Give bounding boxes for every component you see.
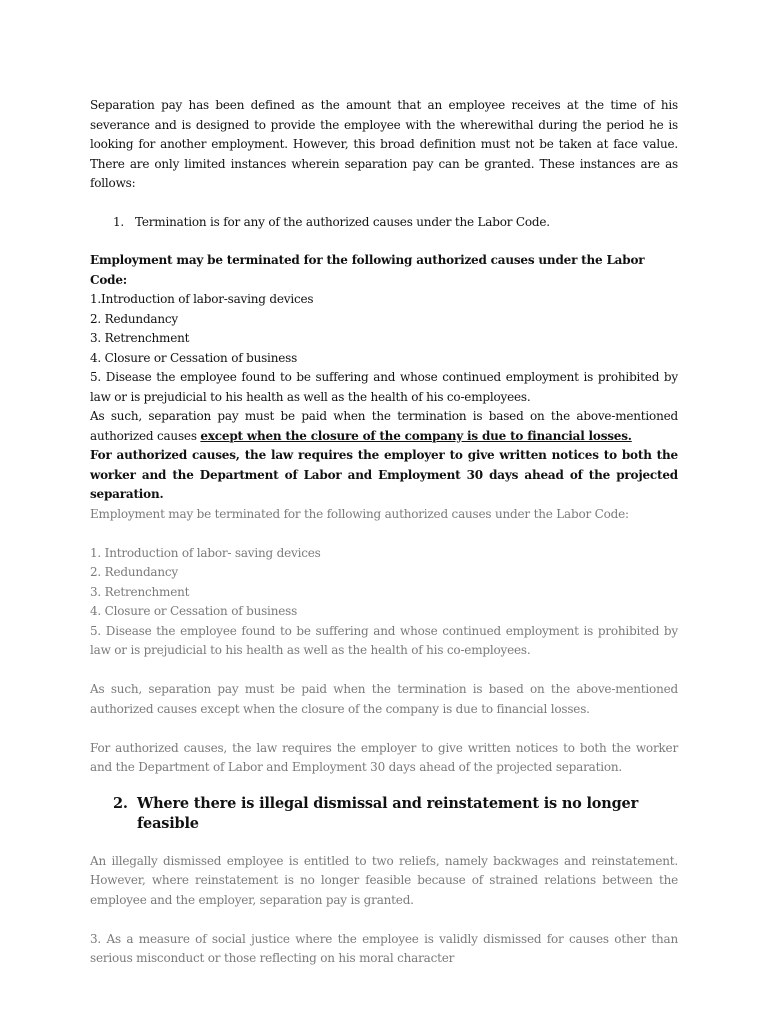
notice-paragraph: For authorized causes, the law requires the employer to give written notices to both the worker and the Department of Labor and Employment 30 days ahead of the projected separation. xyxy=(90,448,678,501)
cause-item: 5. Disease the employee found to be suffering and whose continued employment is prohibited by law or is prejudicial to his health as well as the health of his co-employees. xyxy=(90,370,678,404)
item-number: 2. xyxy=(113,794,128,812)
cause-item: 5. Disease the employee found to be suffering and whose continued employment is prohibited by law or is prejudicial to his health as well as the health of his co-employees. xyxy=(90,623,678,657)
such-prefix: As such, separation pay must be paid when the termination is based on the above-mentioned authorized causes xyxy=(90,409,678,443)
gray-causes-section xyxy=(90,505,678,778)
section-heading: Employment may be terminated for the following authorized causes under the Labor Code: xyxy=(90,506,629,521)
section-heading: Employment may be terminated for the following authorized causes under the Labor Code: xyxy=(90,253,645,287)
notice-paragraph: For authorized causes, the law requires the employer to give written notices to both the worker and the Department of Labor and Employment 30 days ahead of the projected separation. xyxy=(90,740,678,774)
cause-item: 3. Retrenchment xyxy=(90,331,190,345)
cause-item: 4. Closure or Cessation of business xyxy=(90,604,298,618)
bold-causes-list xyxy=(90,290,678,505)
item-text: Where there is illegal dismissal and reinstatement is no longer feasible xyxy=(137,794,639,832)
intro-paragraph: Separation pay has been defined as the amount that an employee receives at the time of his severance and is designed to provide the employee with the wherewithal during the period he is looking for another employment. However, this broad definition must not be taken at face value. There are only limited instances wherein separation pay can be granted. These instances are as follows: xyxy=(90,98,678,190)
bold-causes-section xyxy=(90,251,678,290)
illegal-dismissal-paragraph: An illegally dismissed employee is entitled to two reliefs, namely backwages and reinstatement. However, where reinstatement is no longer feasible because of strained relations between the employee and the employer, separation pay is granted. xyxy=(90,853,678,907)
numbered-item-2 xyxy=(90,794,678,834)
such-underlined: except when the closure of the company is due to financial losses. xyxy=(200,428,632,443)
item-number: 1. xyxy=(113,214,125,229)
gray-closing-section xyxy=(90,852,678,969)
numbered-item-1 xyxy=(90,213,678,233)
cause-item: 2. Redundancy xyxy=(90,311,179,326)
cause-item: 4. Closure or Cessation of business xyxy=(90,350,298,365)
such-paragraph xyxy=(90,407,678,446)
cause-item: 3. Retrenchment xyxy=(90,584,190,599)
social-justice-paragraph: 3. As a measure of social justice where the employee is validly dismissed for causes other than serious misconduct or those reflecting on his moral character xyxy=(90,931,678,965)
such-paragraph: As such, separation pay must be paid when the termination is based on the above-mentioned authorized causes except when the closure of the company is due to financial losses. xyxy=(90,682,678,716)
cause-item: 1. Introduction of labor- saving devices xyxy=(90,545,321,560)
cause-item: 2. Redundancy xyxy=(90,565,179,579)
item-text: Termination is for any of the authorized causes under the Labor Code. xyxy=(135,214,550,229)
cause-item: 1.Introduction of labor-saving devices xyxy=(90,292,314,306)
